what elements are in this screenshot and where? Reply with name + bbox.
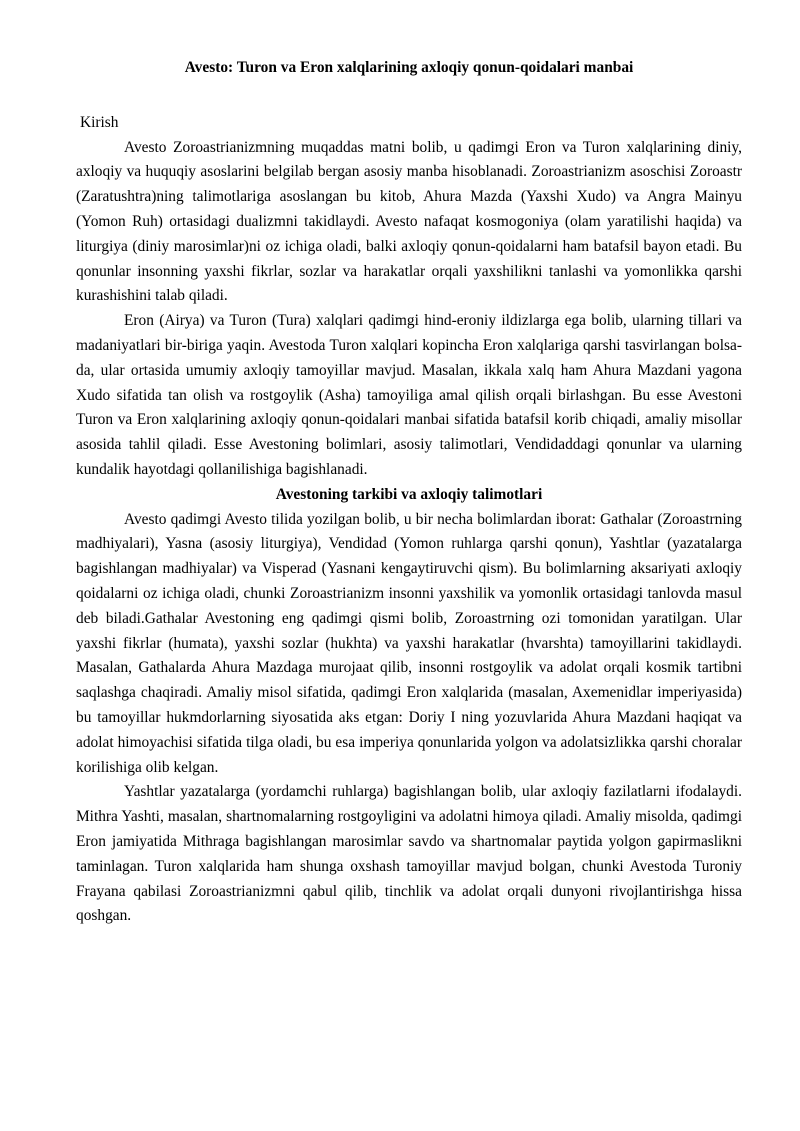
intro-label: Kirish bbox=[80, 113, 119, 131]
paragraph: Eron (Airya) va Turon (Tura) xalqlari qadimgi hind-eroniy ildizlarga ega bolib, ularning tillari va madaniyatlari bir-biriga yaqin. Avestoda Turon xalqlari kopincha Eron xalqlariga qarshi tasvirlangan bolsa-da, ular ortasida umumiy axloqiy tamoyillar mavjud. Masalan, ikkala xalq ham Ahura Mazdani yagona Xudo sifatida tan olish va rostgoylik (Asha) tamoyiliga amal qilish orqali birlashgan. Bu esse Avestoni Turon va Eron xalqlarining axloqiy qonun-qoidalari manbai sifatida batafsil korib chiqadi, amaliy misollar asosida tahlil qiladi. Esse Avestoning bolimlari, asosiy talimotlari, Vendidaddagi qonunlar va ularning kundalik hayotdagi qollanilishiga bagishlanadi. bbox=[76, 312, 742, 478]
paragraph: Avesto Zoroastrianizmning muqaddas matni bolib, u qadimgi Eron va Turon xalqlarining diniy, axloqiy va huquqiy asoslarini belgilab bergan asosiy manba hisoblanadi. Zoroastrianizm asoschisi Zoroastr (Zaratushtra)ning talimotlariga asoslangan bu kitob, Ahura Mazda (Yaxshi Xudo) va Angra Mainyu (Yomon Ruh) ortasidagi dualizmni takidlaydi. Avesto nafaqat kosmogoniya (olam yaratilishi haqida) va liturgiya (diniy marosimlar)ni oz ichiga oladi, balki axloqiy qonun-qoidalarni ham batafsil bayon etadi. Bu qonunlar insonning yaxshi fikrlar, sozlar va harakatlar orqali yaxshilikni tanlashi va yomonlikka qarshi kurashishini talab qiladi. bbox=[76, 138, 742, 305]
document-body bbox=[76, 56, 742, 929]
paragraph: Avesto qadimgi Avesto tilida yozilgan bolib, u bir necha bolimlardan iborat: Gathalar (Zoroastrning madhiyalari), Yasna (asosiy liturgiya), Vendidad (Yomon ruhlarga qarshi qonun), Yashtlar (yazatalarga bagishlangan madhiyalar) va Visperad (Yasnani kengaytiruvchi qism). Bu bolimlarning aksariyati axloqiy qoidalarni oz ichiga oladi, chunki Zoroastrianizm insonni yaxshilik va yomonlik ortasidagi tanlovda masul deb biladi.Gathalar Avestoning eng qadimgi qismi bolib, Zoroastrning ozi tomonidan yaratilgan. Ular yaxshi fikrlar (humata), yaxshi sozlar (hukhta) va yaxshi harakatlar (hvarshta) tamoyillarini takidlaydi. Masalan, Gathalarda Ahura Mazdaga murojaat qilib, insonni rostgoylik va adolat orqali kosmik tartibni saqlashga chaqiradi. Amaliy misol sifatida, qadimgi Eron xalqlarida (masalan, Axemenidlar imperiyasida) bu tamoyillar hukmdorlarning siyosatida aks etgan: Doriy I ning yozuvlarida Ahura Mazdani haqiqat va adolat himoyachisi sifatida tilga oladi, bu esa imperiya qonunlarida yolgon va adolatsizlikka qarshi choralar korilishiga olib kelgan. bbox=[76, 510, 742, 776]
document-title: Avesto: Turon va Eron xalqlarining axloqiy qonun-qoidalari manbai bbox=[184, 59, 634, 76]
paragraph: Yashtlar yazatalarga (yordamchi ruhlarga) bagishlangan bolib, ular axloqiy fazilatlarni ifodalaydi. Mithra Yashti, masalan, shartnomalarning rostgoyligini va adolatni himoya qiladi. Amaliy misolda, qadimgi Eron jamiyatida Mithraga bagishlangan marosimlar savdo va shartnomalar paytida yolgon gapirmaslikni taminlagan. Turon xalqlarida ham shunga oxshash tamoyillar mavjud bolgan, chunki Avestoda Turoniy Frayana qabilasi Zoroastrianizmni qabul qilib, tinchlik va adolat orqali dunyoni rivojlantirishga hissa qoshgan. bbox=[76, 783, 742, 925]
section-heading: Avestoning tarkibi va axloqiy talimotlari bbox=[275, 485, 543, 503]
